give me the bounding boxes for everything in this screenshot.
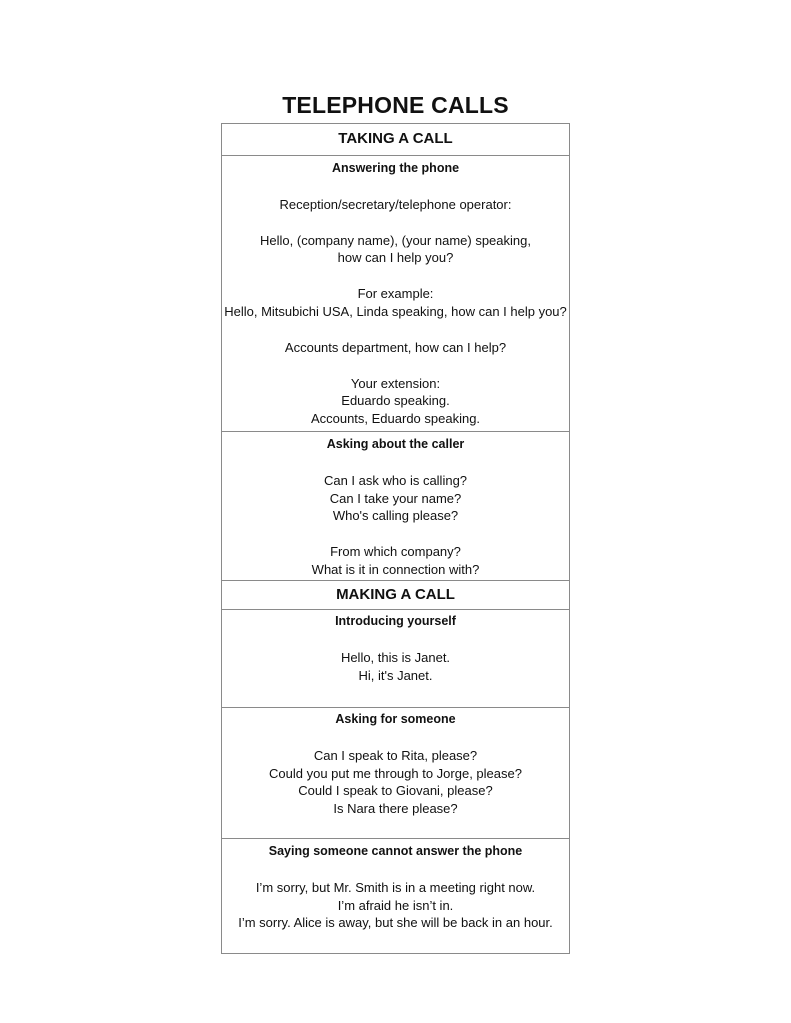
phrase-line: From which company? [330, 544, 461, 560]
phrase-line: Can I ask who is calling? [323, 472, 468, 488]
subheading-answering: Answering the phone [331, 161, 460, 175]
phrase-line: Who's calling please? [332, 508, 459, 524]
phrases-table [221, 123, 570, 954]
subheading-asking-about-caller: Asking about the caller [326, 437, 465, 451]
phrase-line: how can I help you? [337, 250, 454, 266]
phrase-line: I’m sorry. Alice is away, but she will be back in an hour. [238, 915, 553, 931]
phrase-line: Hello, (company name), (your name) speaking, [260, 232, 531, 248]
phrase-line: I’m afraid he isn’t in. [337, 897, 454, 913]
phrase-line: Can I speak to Rita, please? [313, 747, 478, 763]
phrase-line: Is Nara there please? [333, 801, 458, 817]
section-heading-making-a-call: MAKING A CALL [222, 580, 569, 609]
asking-about-caller-cell [222, 431, 569, 580]
phrase-line: Can I take your name? [329, 490, 462, 506]
cannot-answer-cell [222, 838, 569, 953]
phrase-line: What is it in connection with? [311, 561, 480, 577]
phrase-line: Hello, this is Janet. [340, 649, 451, 665]
phrase-line: Could I speak to Giovani, please? [298, 783, 493, 799]
phrase-line: Accounts, Eduardo speaking. [310, 411, 481, 427]
asking-for-someone-cell [222, 707, 569, 838]
phrase-line: Eduardo speaking. [341, 393, 450, 409]
phrase-line: Accounts department, how can I help? [284, 339, 507, 355]
section-heading-taking-a-call: TAKING A CALL [338, 130, 453, 147]
phrase-line: Reception/secretary/telephone operator: [279, 196, 512, 212]
answering-the-phone-cell [222, 155, 569, 431]
page-title: TELEPHONE CALLS [282, 92, 509, 118]
subheading-introducing: Introducing yourself [335, 614, 456, 628]
subheading-cannot-answer: Saying someone cannot answer the phone [268, 844, 523, 858]
subheading-asking-for-someone: Asking for someone [335, 712, 456, 726]
phrase-line: For example: [357, 286, 434, 302]
phrase-line: Could you put me through to Jorge, please? [269, 765, 522, 781]
phrase-line: Hi, it's Janet. [358, 667, 433, 683]
phrase-line: Hello, Mitsubichi USA, Linda speaking, how can I help you? [224, 303, 567, 319]
introducing-yourself-cell [222, 609, 569, 707]
phrase-line: Your extension: [350, 375, 441, 391]
phrase-line: I’m sorry, but Mr. Smith is in a meeting right now. [255, 879, 536, 895]
